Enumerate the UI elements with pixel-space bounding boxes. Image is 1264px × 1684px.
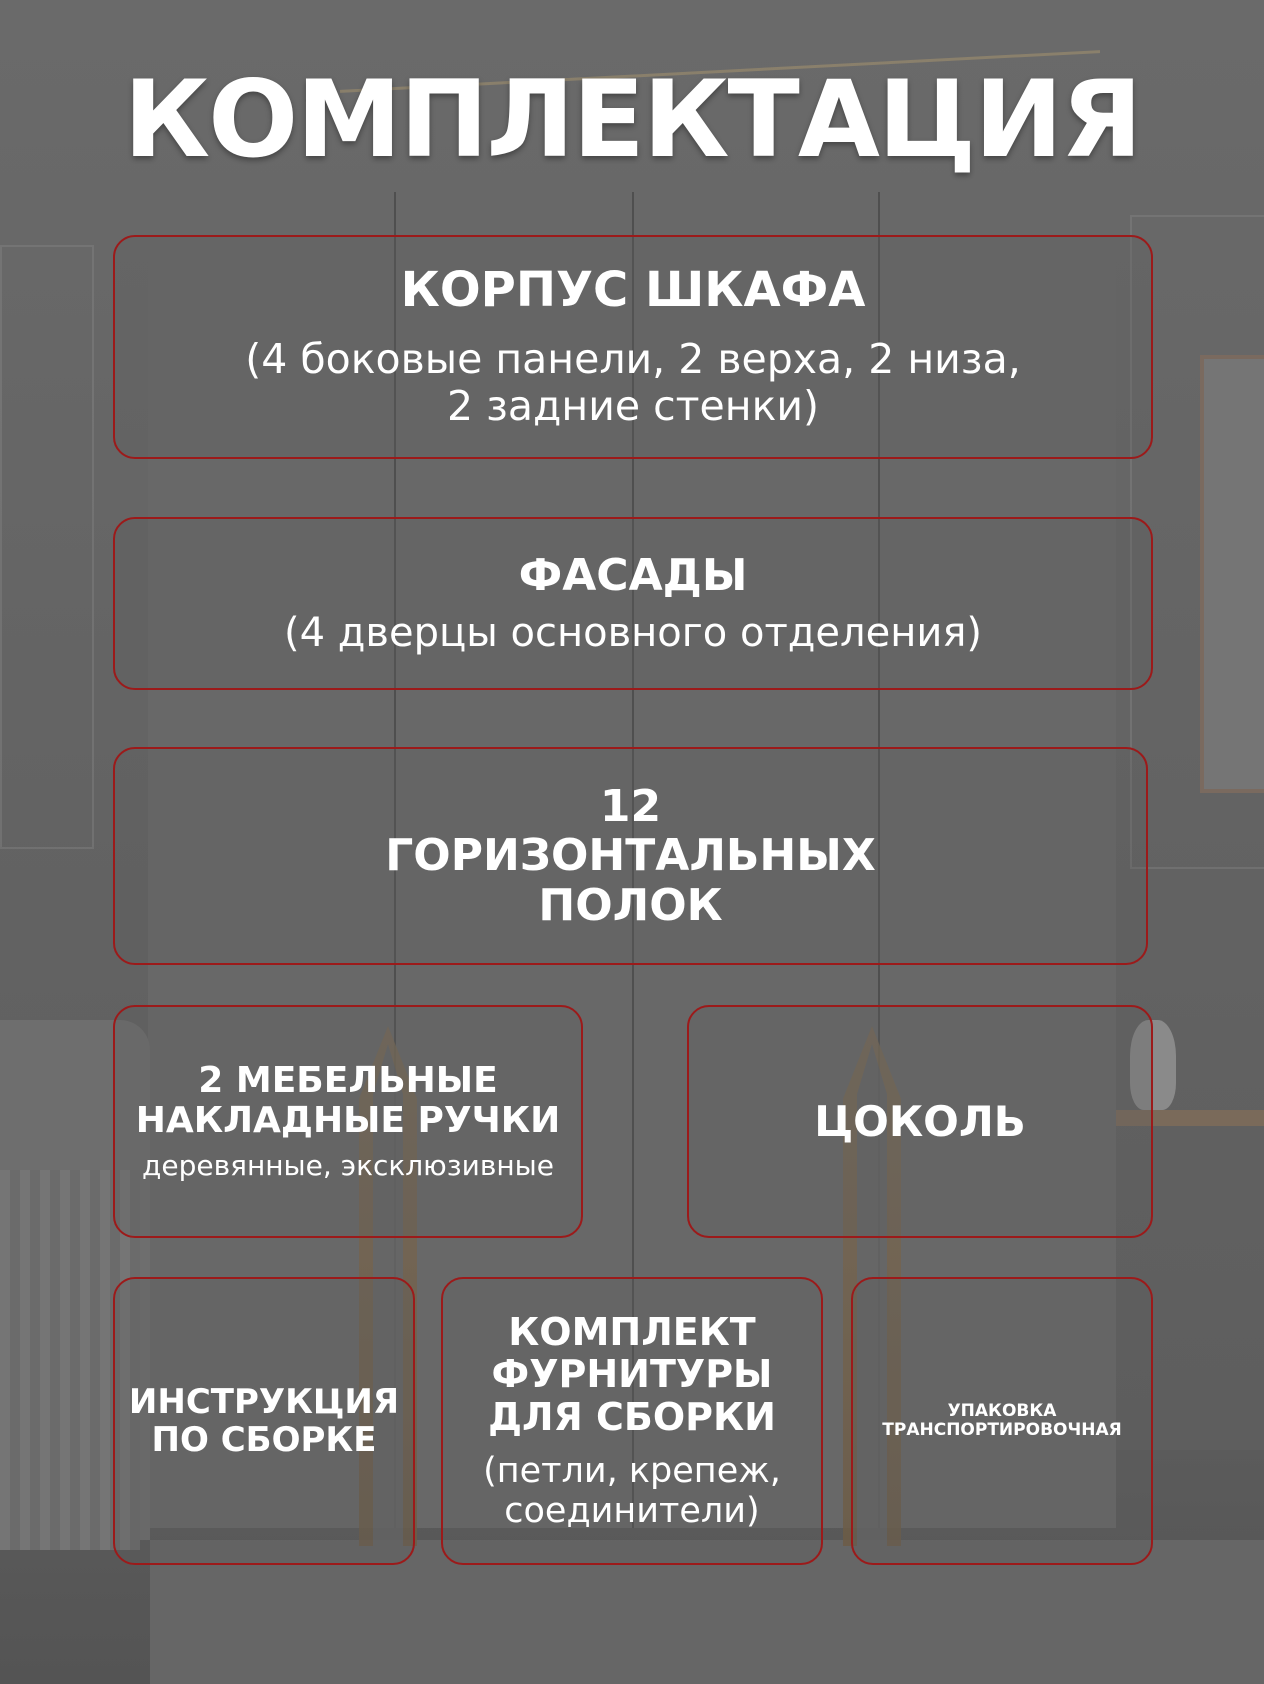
- card-hardware-kit: [441, 1277, 823, 1565]
- card-heading: ФАСАДЫ: [518, 549, 748, 601]
- card-plinth: [687, 1005, 1153, 1238]
- card-shelves: [113, 747, 1148, 965]
- card-heading: УПАКОВКА ТРАНСПОРТИРОВОЧНАЯ: [882, 1400, 1122, 1440]
- card-subtext: деревянные, эксклюзивные: [142, 1148, 554, 1182]
- card-subtext: (4 боковые панели, 2 верха, 2 низа, 2 задние стенки): [245, 334, 1021, 430]
- card-body: [113, 235, 1153, 459]
- card-heading: КОРПУС ШКАФА: [400, 261, 866, 318]
- card-instructions: [113, 1277, 415, 1565]
- page-title: КОМПЛЕКТАЦИЯ: [123, 58, 1141, 181]
- card-subtext: (петли, крепеж, соединители): [483, 1450, 781, 1531]
- card-subtext: (4 дверцы основного отделения): [283, 610, 983, 657]
- wall-molding-left: [0, 245, 94, 849]
- card-heading: ЦОКОЛЬ: [814, 1096, 1026, 1146]
- card-heading: 12 ГОРИЗОНТАЛЬНЫХ ПОЛОК: [385, 781, 876, 931]
- card-handles: [113, 1005, 583, 1238]
- card-heading: ИНСТРУКЦИЯ ПО СБОРКЕ: [128, 1381, 400, 1460]
- picture-frame: [1200, 355, 1264, 793]
- card-heading: 2 МЕБЕЛЬНЫЕ НАКЛАДНЫЕ РУЧКИ: [135, 1060, 561, 1142]
- card-facades: [113, 517, 1153, 690]
- card-packaging: [851, 1277, 1153, 1565]
- card-heading: КОМПЛЕКТ ФУРНИТУРЫ ДЛЯ СБОРКИ: [488, 1309, 776, 1440]
